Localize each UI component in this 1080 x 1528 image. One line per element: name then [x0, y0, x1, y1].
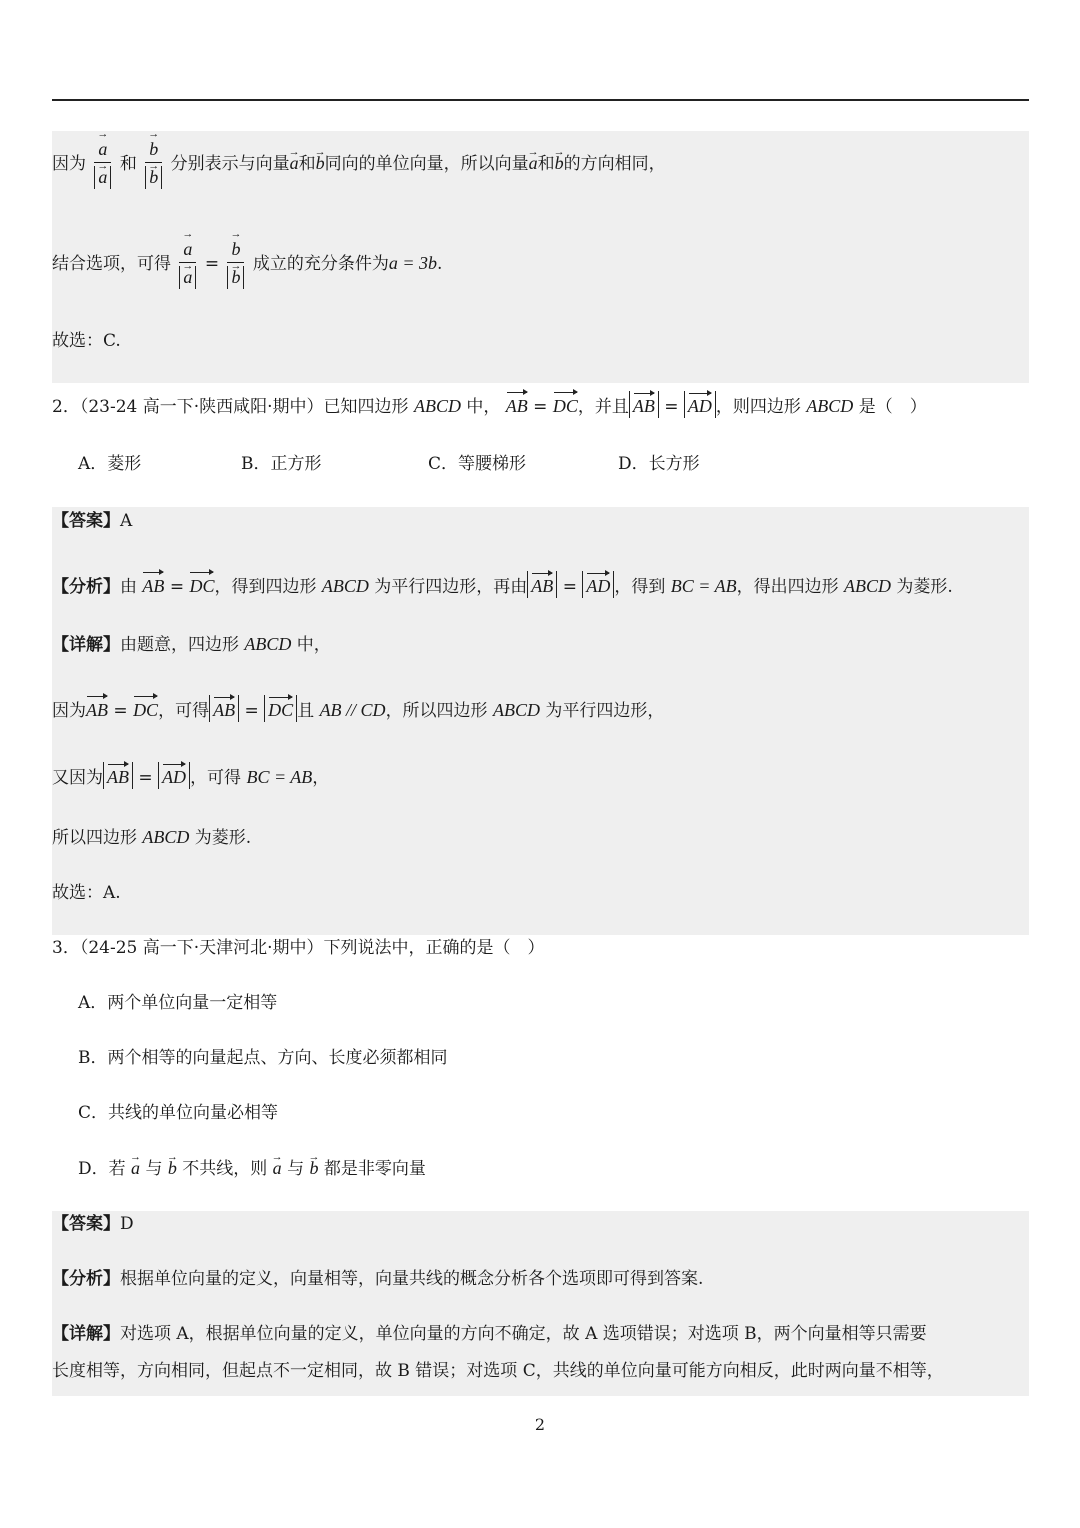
- q2-option-a[interactable]: A．菱形: [78, 454, 142, 474]
- q2-option-c[interactable]: C．等腰梯形: [428, 454, 527, 474]
- q3-detail-1: 【详解】对选项 A，根据单位向量的定义，单位向量的方向不确定，故 A 选项错误；对选项 B，两个向量相等只需要: [52, 1324, 927, 1344]
- fraction-b-over-abs-b: → b → b: [227, 240, 244, 289]
- q2-option-b[interactable]: B．正方形: [241, 454, 322, 474]
- q3-stem: 3．（24-25 高一下·天津河北·期中）下列说法中，正确的是（ ）: [52, 938, 545, 958]
- q3-analysis: 【分析】根据单位向量的定义，向量相等，向量共线的概念分析各个选项即可得到答案.: [52, 1269, 704, 1289]
- q1-detail-line-2: 结合选项，可得 → a → a = → b → b 成立的充分条件为a = 3b.: [52, 240, 442, 289]
- q2-detail-4: 所以四边形 ABCD 为菱形.: [52, 827, 252, 848]
- q1-conclusion: 故选：C.: [52, 331, 121, 351]
- q2-options: [78, 452, 978, 476]
- header-rule: [52, 99, 1029, 101]
- q2-conclusion: 故选：A.: [52, 883, 121, 903]
- q3-option-d[interactable]: D．若 → a 与 → b 不共线，则 → a 与 → b 都是非零向量: [78, 1156, 426, 1181]
- q3-answer: 【答案】D: [52, 1214, 134, 1234]
- fraction-a-over-abs-a: → a → a: [94, 140, 111, 189]
- q2-option-d[interactable]: D．长方形: [618, 454, 700, 474]
- q2-detail-1: 【详解】由题意，四边形 ABCD 中，: [52, 634, 331, 655]
- q2-detail-3: 又因为 AB = AD ，可得 BC = AB，: [52, 762, 329, 790]
- fraction-b-over-abs-b: → b → b: [145, 140, 162, 189]
- q3-option-c[interactable]: C．共线的单位向量必相等: [78, 1103, 279, 1123]
- fraction-a-over-abs-a: → a → a: [179, 240, 196, 289]
- page-number: 2: [534, 1415, 546, 1434]
- q2-analysis: 【分析】由 AB = DC，得到四边形 ABCD 为平行四边形，再由 AB = AD ，得到 BC = AB，得出四边形 ABCD 为菱形.: [52, 570, 953, 599]
- q3-option-a[interactable]: A．两个单位向量一定相等: [78, 993, 278, 1013]
- q1-detail-line-1: 因为 → a → a 和 → b → b 分别表示与向量→ a和→ b同向的单位向量，所以向量→ a和→ b的方向相同，: [52, 140, 666, 189]
- q2-detail-2: 因为AB = DC，可得 AB = DC 且 AB // CD，所以四边形 ABCD 为平行四边形，: [52, 694, 664, 723]
- q3-detail-2: 长度相等，方向相同，但起点不一定相同，故 B 错误；对选项 C，共线的单位向量可能方向相反，此时两向量不相等，: [52, 1361, 944, 1381]
- q2-stem: 2．（23-24 高一下·陕西咸阳·期中）已知四边形 ABCD 中， AB = DC，并且 AB = AD ，则四边形 ABCD 是（ ）: [52, 390, 927, 419]
- q3-option-b[interactable]: B．两个相等的向量起点、方向、长度必须都相同: [78, 1048, 448, 1068]
- q2-answer: 【答案】A: [52, 511, 133, 531]
